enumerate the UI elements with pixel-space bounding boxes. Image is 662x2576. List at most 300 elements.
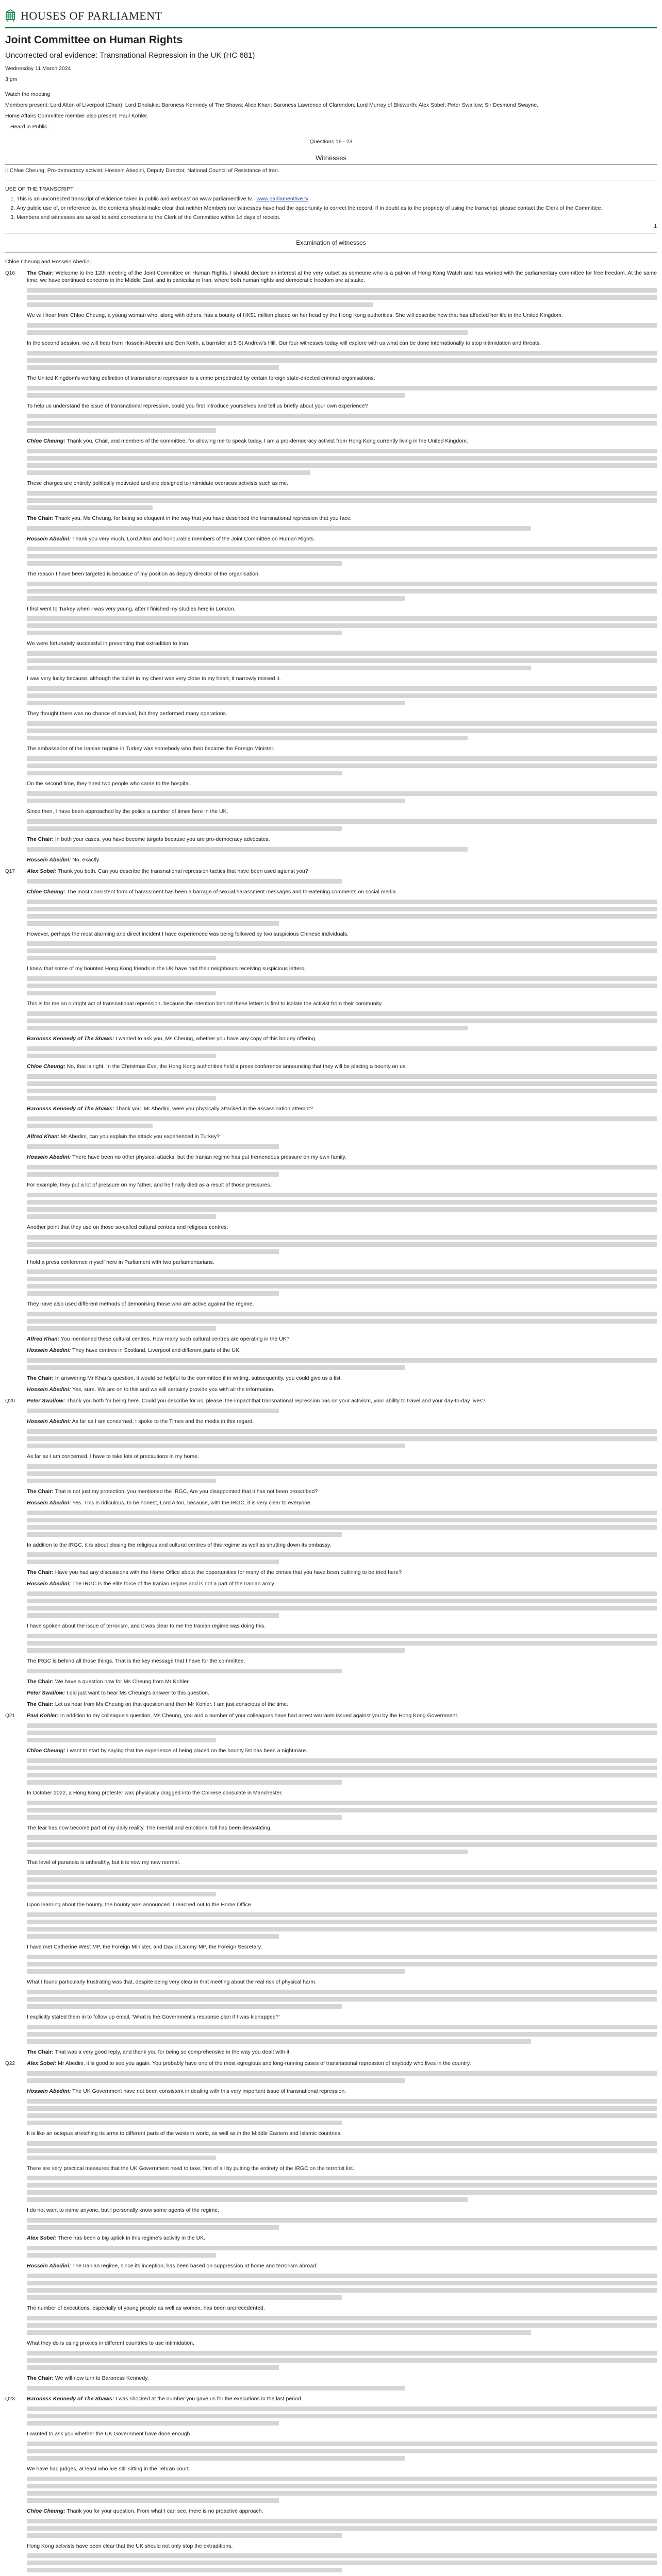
speaker-name: Hossein Abedini: <box>27 1386 71 1393</box>
speaker-name: The Chair: <box>27 1679 54 1685</box>
text-line <box>27 2225 279 2230</box>
transcript-paragraph <box>27 2340 657 2347</box>
transcript-paragraph <box>27 930 657 938</box>
qa-block <box>5 1678 657 1689</box>
paragraph-continuation <box>27 1193 657 1219</box>
transcript-paragraph <box>27 1580 657 1588</box>
qa-body <box>27 780 657 808</box>
qa-block <box>5 1789 657 1824</box>
speech-text: The fear has now become part of my daily reality. The mental and emotional toll has been devastating. <box>27 1824 272 1831</box>
transcript-paragraph <box>27 1181 657 1189</box>
speaker-name: The Chair: <box>27 1569 54 1576</box>
paragraph-continuation <box>27 1758 657 1785</box>
transcript-heading: USE OF THE TRANSCRIPT <box>5 185 74 192</box>
speech-text: You mentioned these cultural centres. How many such cultural centres are operating in the UK? <box>60 1336 290 1343</box>
transcript-paragraph <box>27 1000 657 1008</box>
question-number <box>5 2165 24 2207</box>
transcript-paragraph <box>27 1747 657 1755</box>
qa-body <box>27 1347 657 1375</box>
paragraph-continuation <box>27 2553 657 2572</box>
qa-body <box>27 1789 657 1824</box>
speech-text: There have been no other physical attacks, but the Iranian regime has put tremendous pressure on my own family. <box>72 1154 346 1160</box>
qa-body <box>27 1397 657 1418</box>
qa-body <box>27 640 657 675</box>
text-line <box>27 771 342 775</box>
text-line <box>27 2519 657 2523</box>
paragraph-continuation <box>27 1409 657 1413</box>
question-number <box>5 1569 24 1580</box>
text-line <box>27 1172 279 1177</box>
transcript-paragraph <box>27 2130 657 2138</box>
transcript-paragraph <box>27 675 657 683</box>
text-line <box>27 456 657 461</box>
qa-body <box>27 1859 657 1901</box>
qa-block <box>5 570 657 605</box>
text-line <box>27 1962 657 1967</box>
text-line <box>27 2498 279 2503</box>
speech-text: No, that is right. In the Christmas Eve, the Hong Kong authorities held a press conference announcing that they will be placing a bounty on us. <box>67 1063 407 1070</box>
paragraph-continuation <box>27 1591 657 1618</box>
qa-body <box>27 1063 657 1105</box>
qa-block <box>5 1154 657 1181</box>
speaker-name: The Chair: <box>27 1488 54 1495</box>
speech-text: No, exactly. <box>72 856 101 863</box>
text-line <box>27 358 657 363</box>
text-line <box>27 554 657 558</box>
transcript-paragraph <box>27 1453 657 1461</box>
paragraph-continuation <box>27 1046 657 1058</box>
qa-body <box>27 1488 657 1499</box>
paragraph-continuation <box>27 2071 657 2083</box>
qa-body <box>27 930 657 965</box>
question-number <box>5 1580 24 1622</box>
text-line <box>27 1850 468 1854</box>
examination-heading: Examination of witnesses <box>296 239 366 246</box>
speaker-name: Chloe Cheung: <box>27 2507 65 2514</box>
speaker-name: The Chair: <box>27 515 54 521</box>
text-line <box>27 2553 657 2558</box>
paragraph-continuation <box>27 1835 657 1854</box>
speech-text: Thank you for your question. From what I can see, there is no proactive approach. <box>67 2507 263 2514</box>
text-line <box>27 1552 657 1557</box>
speaker-name: Baroness Kennedy of The Shaws: <box>27 1036 114 1042</box>
text-line <box>27 651 657 656</box>
text-line <box>27 428 216 433</box>
text-line <box>27 2281 657 2285</box>
qa-body <box>27 1300 657 1335</box>
text-line <box>27 2039 531 2044</box>
question-number <box>5 1224 24 1259</box>
text-line <box>27 2295 342 2300</box>
text-line <box>27 2183 657 2188</box>
question-number <box>5 930 24 965</box>
speaker-name: Alfred Khan: <box>27 1133 59 1140</box>
transcript-paragraph <box>27 515 657 522</box>
qa-body <box>27 437 657 480</box>
transcript-paragraph <box>27 710 657 718</box>
speech-text: It is like an octopus stretching its arms to different parts of the western world, as well as in the Middle Eastern and Islamic countries. <box>27 2130 342 2137</box>
question-number <box>5 375 24 402</box>
qa-body <box>27 2088 657 2130</box>
qa-body <box>27 1901 657 1943</box>
speech-text: The ambassador of the Iranian regime in Turkey was somebody who then became the Foreign Minister. <box>27 745 275 752</box>
speaker-name: Hossein Abedini: <box>27 2263 71 2269</box>
transcript-paragraph <box>27 2375 657 2382</box>
text-line <box>27 1074 657 1079</box>
question-number <box>5 2013 24 2048</box>
text-line <box>27 1892 216 1896</box>
heard-in-public: Heard in Public. <box>10 123 49 130</box>
text-line <box>27 1124 153 1128</box>
text-line <box>27 2477 657 2481</box>
text-line <box>27 1089 657 1093</box>
qa-body <box>27 2013 657 2048</box>
text-line <box>27 976 657 981</box>
qa-body <box>27 2060 657 2088</box>
paragraph-continuation <box>27 756 657 775</box>
text-line <box>27 956 216 960</box>
paragraph-continuation <box>27 2141 657 2160</box>
paragraph-continuation <box>27 941 657 960</box>
transcript-paragraph <box>27 1488 657 1496</box>
text-line <box>27 1011 657 1016</box>
question-number: Q21 <box>5 1713 15 1719</box>
transcript-paragraph <box>27 856 657 864</box>
text-line <box>27 1731 657 1735</box>
text-line <box>27 2032 657 2037</box>
text-line <box>27 799 405 803</box>
paragraph-continuation <box>27 616 657 635</box>
speech-text: In addition to my colleague's question, Ms Cheung, you and a number of your colleagues have had arrest warrants issued against you by the Hong Kong Government. <box>60 1712 459 1719</box>
qa-block <box>5 1375 657 1386</box>
text-line <box>27 1997 657 2002</box>
transcript-paragraph <box>27 312 657 319</box>
speech-text: They have centres in Scotland, Liverpool and different parts of the UK. <box>72 1347 241 1354</box>
text-line <box>27 1277 657 1281</box>
text-line <box>27 2218 657 2223</box>
speaker-name: Hossein Abedini: <box>27 1347 71 1354</box>
qa-body <box>27 1701 657 1712</box>
question-number <box>5 2088 24 2130</box>
question-number <box>5 2375 24 2395</box>
speech-text: The IRGC is the elite force of the Iranian regime and is not a part of the Iranian army. <box>72 1581 275 1587</box>
qa-block <box>5 535 657 570</box>
transcript-paragraph <box>27 2507 657 2515</box>
portcullis-icon <box>5 9 15 23</box>
paragraph-continuation <box>27 1269 657 1296</box>
paragraph-continuation <box>27 2176 657 2202</box>
transcript-paragraph <box>27 1133 657 1141</box>
transcript-paragraph <box>27 1397 657 1405</box>
text-line <box>27 1046 657 1051</box>
qa-block <box>5 1747 657 1789</box>
text-line <box>27 1200 657 1205</box>
text-line <box>27 2526 657 2531</box>
text-line <box>27 1912 657 1917</box>
transcript-paragraph <box>27 1569 657 1577</box>
paragraph-continuation <box>27 2351 657 2370</box>
text-line <box>27 1801 657 1805</box>
text-line <box>27 2156 216 2160</box>
transcript-notes-list <box>5 195 657 222</box>
question-number <box>5 1622 24 1657</box>
speech-text: I was very lucky because, although the bullet in my chest was very close to my heart, it narrowly missed it. <box>27 675 281 682</box>
speech-text: Hong Kong activists have been clear that the UK should not only stop the extraditions. <box>27 2543 233 2549</box>
transcript-paragraph <box>27 1499 657 1507</box>
text-line <box>27 756 657 761</box>
paragraph-continuation <box>27 1955 657 1974</box>
speech-text: That was a very good reply, and thank you for being so comprehensive in the way you dealt with it. <box>55 2048 291 2055</box>
qa-block <box>5 605 657 640</box>
text-line <box>27 1193 657 1197</box>
paragraph-continuation <box>27 1116 657 1128</box>
text-line <box>27 2561 657 2565</box>
text-line <box>27 1144 279 1149</box>
qa-block <box>5 1859 657 1901</box>
qa-body <box>27 2465 657 2507</box>
transcript-paragraph <box>27 1789 657 1797</box>
question-number: Q20 <box>5 1398 15 1404</box>
text-line <box>27 365 279 370</box>
transcript-paragraph <box>27 1712 657 1720</box>
text-line <box>27 2414 657 2418</box>
qa-block <box>5 1499 657 1541</box>
speech-text: I was shocked at the number you gave us for the executions in the last period. <box>115 2395 303 2402</box>
qa-block <box>5 2507 657 2543</box>
question-number <box>5 1105 24 1133</box>
speech-text: The IRGC is behind all those things. That is the key message that I have for the committee. <box>27 1658 245 1665</box>
text-line <box>27 1808 657 1812</box>
transcript-paragraph <box>27 1901 657 1909</box>
qa-block <box>5 1701 657 1712</box>
speech-text: In October 2022, a Hong Kong protester was physically dragged into the Chinese consulate in Manchester. <box>27 1789 283 1796</box>
paragraph-continuation <box>27 1801 657 1820</box>
text-line <box>27 2316 657 2320</box>
paragraph-continuation <box>27 1011 657 1030</box>
qa-body <box>27 1133 657 1154</box>
paragraph-continuation <box>27 1429 657 1448</box>
qa-block <box>5 1418 657 1453</box>
text-line <box>27 1284 657 1289</box>
question-number <box>5 1689 24 1701</box>
qa-body <box>27 1154 657 1181</box>
qa-body <box>27 856 657 868</box>
qa-block <box>5 1541 657 1569</box>
transcript-paragraph <box>27 1154 657 1161</box>
qa-body <box>27 1657 657 1678</box>
text-line <box>27 1773 657 1777</box>
qa-block <box>5 2088 657 2130</box>
text-line <box>27 2078 405 2083</box>
paragraph-continuation <box>27 526 657 531</box>
speaker-name: Hossein Abedini: <box>27 1418 71 1425</box>
text-line <box>27 1599 657 1603</box>
speaker-name: The Chair: <box>27 2048 54 2055</box>
text-line <box>27 791 657 796</box>
qa-body <box>27 836 657 856</box>
speaker-name: Peter Swallow: <box>27 1689 65 1696</box>
text-line <box>27 907 657 911</box>
text-line <box>27 1648 405 1653</box>
text-line <box>27 1165 657 1170</box>
speech-text: Let us hear from Ms Cheung on that question and then Mr Kohler. I am just conscious of the time. <box>55 1701 289 1707</box>
text-line <box>27 991 216 995</box>
transcript-paragraph <box>27 2207 657 2214</box>
paragraph-continuation <box>27 1990 657 2009</box>
transcript-paragraph <box>27 340 657 347</box>
paragraph-continuation <box>27 651 657 670</box>
text-line <box>27 1291 279 1296</box>
question-number <box>5 2430 24 2465</box>
transcript-paragraph <box>27 2395 657 2403</box>
text-line <box>27 686 657 691</box>
speech-text: They thought there was no chance of survival, but they performed many operations. <box>27 710 227 717</box>
text-line <box>27 826 342 831</box>
transcript-paragraph <box>27 1259 657 1266</box>
home-affairs-member: Home Affairs Committee member also present: Paul Kohler. <box>5 112 148 119</box>
speaker-name: The Chair: <box>27 1701 54 1707</box>
text-line <box>27 2484 657 2488</box>
transcript-paragraph <box>27 1678 657 1686</box>
text-line <box>27 819 657 824</box>
text-line <box>27 1591 657 1596</box>
qa-block <box>5 2130 657 2165</box>
text-line <box>27 386 657 391</box>
text-line <box>27 1758 657 1763</box>
speaker-name: The Chair: <box>27 269 54 276</box>
speech-text: However, perhaps the most alarming and direct incident I have experienced was being followed by two suspicious Chinese individuals. <box>27 930 349 937</box>
parliamentlive-link[interactable]: www.parliamentlive.tv <box>256 195 309 202</box>
text-line <box>27 2197 468 2202</box>
speech-text: I did just want to hear Ms Cheung's answer to this question. <box>67 1689 209 1696</box>
text-line <box>27 2141 657 2146</box>
qa-block <box>5 2465 657 2507</box>
question-number <box>5 640 24 675</box>
transcript-paragraph <box>27 2430 657 2438</box>
qa-body <box>27 2130 657 2165</box>
text-line <box>27 941 657 946</box>
transcript-paragraph <box>27 1418 657 1426</box>
speaker-name: Hossein Abedini: <box>27 1499 71 1506</box>
paragraph-continuation <box>27 1511 657 1537</box>
transcript-paragraph <box>27 2060 657 2067</box>
text-line <box>27 498 657 503</box>
transcript-paragraph <box>27 1689 657 1697</box>
speech-text: We have had judges, at least who are still sitting in the Tehran court. <box>27 2465 190 2472</box>
qa-block <box>5 1181 657 1224</box>
speech-text: As far as I am concerned, I spoke to the Times and the media in this regard. <box>72 1418 254 1425</box>
question-number <box>5 856 24 868</box>
text-line <box>27 1019 657 1023</box>
qa-block <box>5 1488 657 1499</box>
transcript-paragraph <box>27 1300 657 1308</box>
speaker-name: Alex Sobel: <box>27 868 57 874</box>
question-number <box>5 1259 24 1301</box>
qa-body <box>27 2507 657 2543</box>
text-line <box>27 1214 216 1219</box>
transcript-paragraph <box>27 1335 657 1343</box>
qa-body <box>27 1943 657 1978</box>
speaker-name: The Chair: <box>27 1375 54 1382</box>
text-line <box>27 1409 279 1413</box>
question-number <box>5 2207 24 2234</box>
paragraph-continuation <box>27 1552 657 1564</box>
qa-body <box>27 2262 657 2304</box>
qa-body <box>27 1000 657 1035</box>
question-number <box>5 1701 24 1712</box>
text-line <box>27 623 657 628</box>
question-number <box>5 2130 24 2165</box>
speech-text: On the second time, they hired two people who came to the hospital. <box>27 781 191 787</box>
qa-body <box>27 2304 657 2340</box>
text-line <box>27 693 657 698</box>
speech-text: There has been a big uptick in this regime's activity in the UK. <box>57 2235 206 2242</box>
speech-text: Mr Abedini, it is good to see you again. You probably have one of the most egregious and long-running cases of transnational repression of anybody who lives in the country. <box>58 2060 471 2066</box>
speech-text: Thank you both. Can you describe the transnational repression tactics that have been used against you? <box>57 868 308 874</box>
qa-body <box>27 888 657 930</box>
text-line <box>27 658 657 663</box>
qa-block <box>5 1712 657 1747</box>
text-line <box>27 449 657 453</box>
text-line <box>27 1525 657 1530</box>
speaker-name: Alex Sobel: <box>27 2235 57 2242</box>
transcript-paragraph <box>27 402 657 410</box>
transcript-paragraph <box>27 2465 657 2473</box>
speaker-name: Alfred Khan: <box>27 1336 59 1343</box>
text-line <box>27 1096 216 1100</box>
speech-text: Have you had any discussions with the Home Office about the opportunities for many of the crimes that you have been outlining to be tried here? <box>55 1569 402 1576</box>
qa-body <box>27 375 657 402</box>
paragraph-continuation <box>27 414 657 433</box>
question-number <box>5 1657 24 1678</box>
paragraph-continuation <box>27 2519 657 2538</box>
speech-text: They have also used different methods of demonising those who are active against the regime. <box>27 1301 254 1308</box>
meeting-time: 3 pm <box>5 76 18 83</box>
text-line <box>27 2442 657 2446</box>
text-line <box>27 2121 342 2125</box>
qa-body <box>27 1499 657 1541</box>
qa-block <box>5 780 657 808</box>
text-line <box>27 1842 657 1847</box>
speech-text: Since then, I have been approached by the police a number of times here in the UK. <box>27 808 228 815</box>
question-number <box>5 1824 24 1859</box>
question-number <box>5 2465 24 2507</box>
text-line <box>27 1319 657 1324</box>
text-line <box>27 1116 657 1121</box>
speaker-name: Alex Sobel: <box>27 2060 57 2066</box>
qa-block <box>5 2340 657 2375</box>
text-line <box>27 1026 468 1030</box>
qa-body <box>27 535 657 570</box>
paragraph-continuation <box>27 976 657 995</box>
question-number <box>5 808 24 836</box>
qa-body <box>27 312 657 340</box>
text-line <box>27 1885 657 1889</box>
paragraph-continuation <box>27 1464 657 1483</box>
text-line <box>27 1207 657 1212</box>
qa-body <box>27 1712 657 1747</box>
questions-range: Questions 16 - 23 <box>309 138 353 145</box>
qa-block <box>5 340 657 375</box>
text-line <box>27 491 657 496</box>
speech-text: The Iranian regime, since its inception, has been based on suppression at home and terrorism abroad. <box>72 2263 318 2269</box>
speaker-name: Hossein Abedini: <box>27 1581 71 1587</box>
paragraph-continuation <box>27 386 657 398</box>
qa-body <box>27 808 657 836</box>
speaker-name: Hossein Abedini: <box>27 2088 71 2094</box>
speech-text: The United Kingdom's working definition of transnational repression is a crime perpetrated by certain foreign state-directed criminal organisations. <box>27 375 375 382</box>
qa-block <box>5 2207 657 2234</box>
